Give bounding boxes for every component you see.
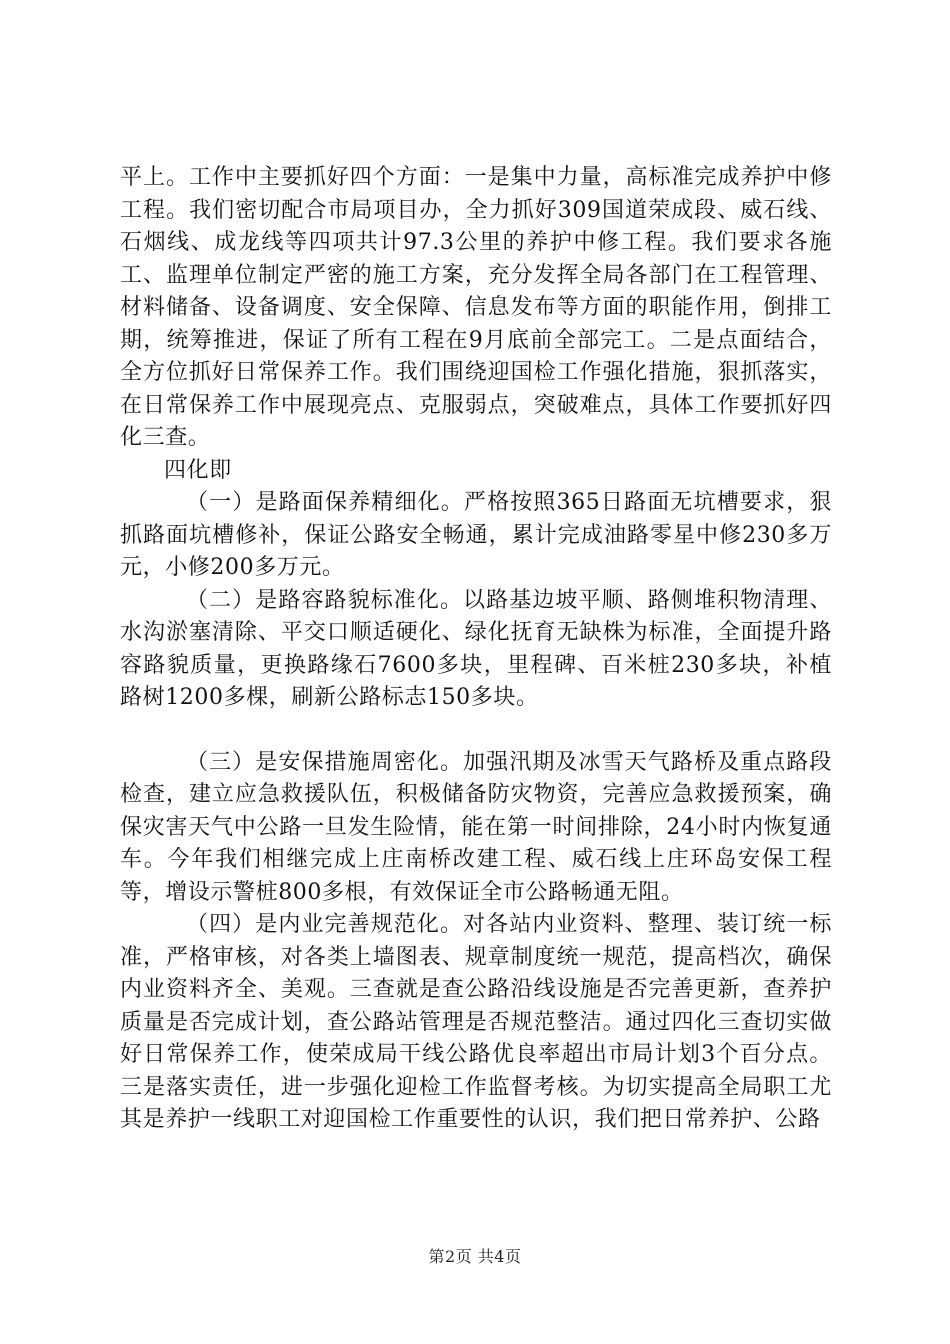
paragraph-item-1: （一）是路面保养精细化。严格按照365日路面无坑槽要求，狠抓路面坑槽修补，保证公路安全畅通，累计完成油路零星中修230多万元，小修200多万元。 (120, 490, 832, 580)
paragraph-spacer (120, 715, 832, 747)
page-footer: 第2页 共4页 (428, 1247, 522, 1266)
paragraph-item-2: （二）是路容路貌标准化。以路基边坡平顺、路侧堆积物清理、水沟淤塞清除、平交口顺适硬化、绿化抚育无缺株为标准，全面提升路容路貌质量，更换路缘石7600多块，里程碑、百米桩230多块，补植路树1200多棵，刷新公路标志150多块。 (120, 587, 832, 710)
paragraph-item-4: （四）是内业完善规范化。对各站内业资料、整理、装订统一标准，严格审核，对各类上墙图表、规章制度统一规范，提高档次，确保内业资料齐全、美观。三查就是查公路沿线设施是否完善更新，查养护质量是否完成计划，查公路站管理是否规范整洁。通过四化三查切实做好日常保养工作，使荣成局干线公路优良率超出市局计划3个百分点。三是落实责任，进一步强化迎检工作监督考核。为切实提高全局职工尤其是养护一线职工对迎国检工作重要性的认识，我们把日常养护、公路 (120, 912, 832, 1132)
paragraph-work-summary: 平上。工作中主要抓好四个方面：一是集中力量，高标准完成养护中修工程。我们密切配合市局项目办，全力抓好309国道荣成段、威石线、石烟线、成龙线等四项共计97.3公里的养护中修工程。我们要求各施工、监理单位制定严密的施工方案，充分发挥全局各部门在工程管理、材料储备、设备调度、安全保障、信息发布等方面的职能作用，倒排工期，统筹推进，保证了所有工程在9月底前全部完工。二是点面结合，全方位抓好日常保养工作。我们围绕迎国检工作强化措施，狠抓落实，在日常保养工作中展现亮点、克服弱点，突破难点，具体工作要抓好四化三查。 (120, 165, 832, 450)
document-body (120, 162, 832, 1137)
paragraph-four-items-intro: 四化即 (164, 457, 232, 483)
paragraph-item-3: （三）是安保措施周密化。加强汛期及冰雪天气路桥及重点路段检查，建立应急救援队伍，积极储备防灾物资，完善应急救援预案，确保灾害天气中公路一旦发生险情，能在第一时间排除，24小时内恢复通车。今年我们相继完成上庄南桥改建工程、威石线上庄环岛安保工程等，增设示警桩800多根，有效保证全市公路畅通无阻。 (120, 749, 832, 905)
